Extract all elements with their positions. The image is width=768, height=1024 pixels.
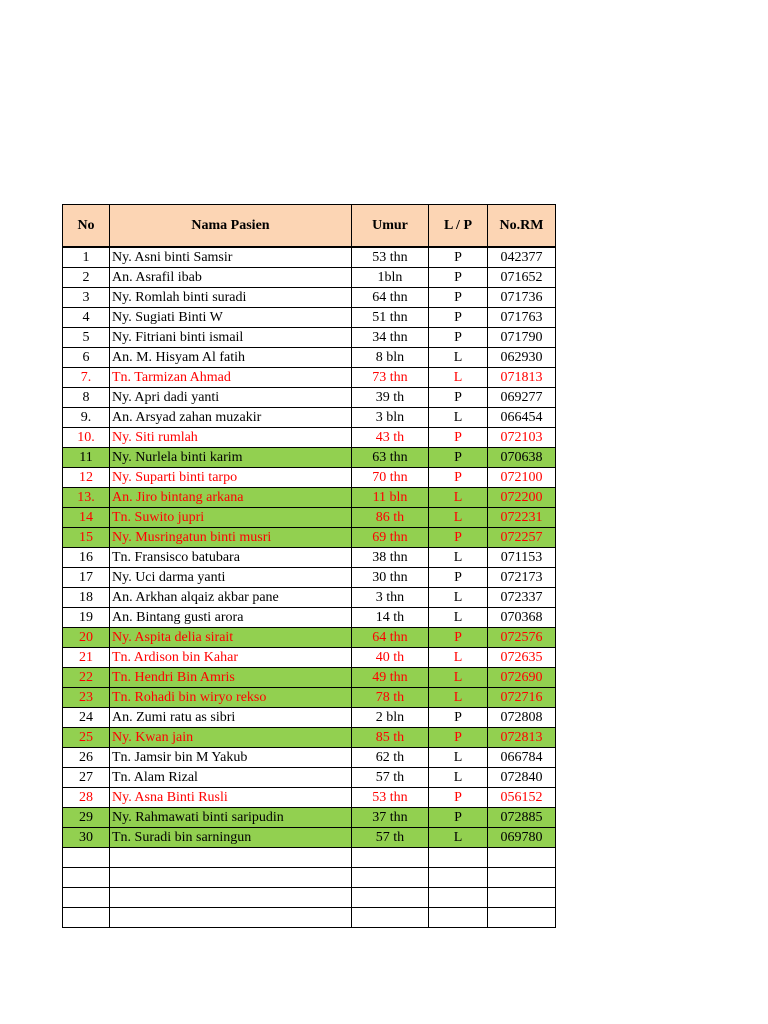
cell-no: 26 bbox=[63, 748, 110, 768]
cell-name: Tn. Jamsir bin M Yakub bbox=[110, 748, 352, 768]
table-row bbox=[63, 728, 556, 748]
cell-lp: P bbox=[429, 808, 488, 828]
cell-lp bbox=[429, 908, 488, 928]
cell-no: 9. bbox=[63, 408, 110, 428]
cell-lp: L bbox=[429, 408, 488, 428]
table-row bbox=[63, 548, 556, 568]
cell-umur: 53 thn bbox=[352, 247, 429, 268]
cell-lp: P bbox=[429, 308, 488, 328]
table-row bbox=[63, 588, 556, 608]
table-row bbox=[63, 848, 556, 868]
cell-no: 13. bbox=[63, 488, 110, 508]
cell-no: 1 bbox=[63, 247, 110, 268]
cell-no: 10. bbox=[63, 428, 110, 448]
cell-umur: 51 thn bbox=[352, 308, 429, 328]
table-row bbox=[63, 648, 556, 668]
table-row bbox=[63, 668, 556, 688]
cell-no: 6 bbox=[63, 348, 110, 368]
cell-rm: 069277 bbox=[488, 388, 556, 408]
cell-name: An. Zumi ratu as sibri bbox=[110, 708, 352, 728]
cell-rm: 071153 bbox=[488, 548, 556, 568]
cell-no: 25 bbox=[63, 728, 110, 748]
cell-rm: 072885 bbox=[488, 808, 556, 828]
cell-lp: L bbox=[429, 668, 488, 688]
cell-rm: 066454 bbox=[488, 408, 556, 428]
cell-umur: 63 thn bbox=[352, 448, 429, 468]
cell-lp: P bbox=[429, 568, 488, 588]
cell-umur: 3 bln bbox=[352, 408, 429, 428]
table-row bbox=[63, 808, 556, 828]
cell-name: Ny. Kwan jain bbox=[110, 728, 352, 748]
cell-name: Tn. Suwito jupri bbox=[110, 508, 352, 528]
cell-rm: 072173 bbox=[488, 568, 556, 588]
cell-umur: 37 thn bbox=[352, 808, 429, 828]
cell-umur: 57 th bbox=[352, 768, 429, 788]
table-row bbox=[63, 768, 556, 788]
cell-no: 11 bbox=[63, 448, 110, 468]
cell-name: Ny. Musringatun binti musri bbox=[110, 528, 352, 548]
header-name: Nama Pasien bbox=[110, 205, 352, 248]
cell-name: Ny. Asna Binti Rusli bbox=[110, 788, 352, 808]
table-body bbox=[63, 247, 556, 928]
cell-lp: L bbox=[429, 488, 488, 508]
table-row bbox=[63, 628, 556, 648]
cell-lp: P bbox=[429, 628, 488, 648]
table-row bbox=[63, 688, 556, 708]
cell-umur: 2 bln bbox=[352, 708, 429, 728]
cell-rm: 072576 bbox=[488, 628, 556, 648]
cell-lp bbox=[429, 848, 488, 868]
cell-lp: L bbox=[429, 608, 488, 628]
cell-lp: P bbox=[429, 288, 488, 308]
cell-umur bbox=[352, 848, 429, 868]
cell-rm bbox=[488, 848, 556, 868]
cell-lp: L bbox=[429, 348, 488, 368]
table-row bbox=[63, 448, 556, 468]
cell-lp: P bbox=[429, 728, 488, 748]
table-row bbox=[63, 388, 556, 408]
cell-no: 2 bbox=[63, 268, 110, 288]
table-row bbox=[63, 348, 556, 368]
cell-no: 4 bbox=[63, 308, 110, 328]
cell-umur: 86 th bbox=[352, 508, 429, 528]
table-row bbox=[63, 888, 556, 908]
cell-name: Ny. Apri dadi yanti bbox=[110, 388, 352, 408]
cell-rm: 062930 bbox=[488, 348, 556, 368]
cell-name: Tn. Hendri Bin Amris bbox=[110, 668, 352, 688]
cell-lp: P bbox=[429, 788, 488, 808]
cell-no bbox=[63, 888, 110, 908]
table-row bbox=[63, 408, 556, 428]
cell-lp bbox=[429, 868, 488, 888]
cell-umur: 1bln bbox=[352, 268, 429, 288]
cell-name: An. Asrafil ibab bbox=[110, 268, 352, 288]
cell-umur: 62 th bbox=[352, 748, 429, 768]
cell-umur: 14 th bbox=[352, 608, 429, 628]
cell-no: 24 bbox=[63, 708, 110, 728]
cell-umur: 78 th bbox=[352, 688, 429, 708]
cell-name bbox=[110, 848, 352, 868]
cell-umur: 8 bln bbox=[352, 348, 429, 368]
table-row bbox=[63, 468, 556, 488]
header-umur: Umur bbox=[352, 205, 429, 248]
cell-umur: 40 th bbox=[352, 648, 429, 668]
cell-umur: 69 thn bbox=[352, 528, 429, 548]
cell-name bbox=[110, 908, 352, 928]
cell-name: Ny. Fitriani binti ismail bbox=[110, 328, 352, 348]
cell-rm bbox=[488, 908, 556, 928]
table-row bbox=[63, 428, 556, 448]
cell-lp: L bbox=[429, 368, 488, 388]
header-lp: L / P bbox=[429, 205, 488, 248]
cell-umur bbox=[352, 868, 429, 888]
table-row bbox=[63, 568, 556, 588]
cell-rm: 072200 bbox=[488, 488, 556, 508]
cell-no: 12 bbox=[63, 468, 110, 488]
cell-umur: 39 th bbox=[352, 388, 429, 408]
cell-umur: 49 thn bbox=[352, 668, 429, 688]
cell-no bbox=[63, 908, 110, 928]
cell-rm bbox=[488, 868, 556, 888]
cell-umur: 34 thn bbox=[352, 328, 429, 348]
cell-lp: L bbox=[429, 548, 488, 568]
table-row bbox=[63, 508, 556, 528]
cell-name bbox=[110, 868, 352, 888]
cell-rm: 072100 bbox=[488, 468, 556, 488]
cell-no: 22 bbox=[63, 668, 110, 688]
cell-lp: L bbox=[429, 508, 488, 528]
cell-rm: 071652 bbox=[488, 268, 556, 288]
table-row bbox=[63, 368, 556, 388]
cell-lp: L bbox=[429, 588, 488, 608]
table-row bbox=[63, 788, 556, 808]
patient-table bbox=[62, 204, 556, 928]
table-row bbox=[63, 608, 556, 628]
cell-lp bbox=[429, 888, 488, 908]
cell-umur: 3 thn bbox=[352, 588, 429, 608]
cell-no: 15 bbox=[63, 528, 110, 548]
cell-name: Ny. Suparti binti tarpo bbox=[110, 468, 352, 488]
cell-umur: 85 th bbox=[352, 728, 429, 748]
table-row bbox=[63, 488, 556, 508]
cell-name: An. Arkhan alqaiz akbar pane bbox=[110, 588, 352, 608]
cell-lp: P bbox=[429, 448, 488, 468]
cell-name: Ny. Siti rumlah bbox=[110, 428, 352, 448]
cell-rm: 072231 bbox=[488, 508, 556, 528]
cell-rm: 071763 bbox=[488, 308, 556, 328]
cell-rm: 072840 bbox=[488, 768, 556, 788]
table-row bbox=[63, 528, 556, 548]
cell-no: 21 bbox=[63, 648, 110, 668]
cell-name: An. Arsyad zahan muzakir bbox=[110, 408, 352, 428]
cell-name: An. M. Hisyam Al fatih bbox=[110, 348, 352, 368]
cell-no: 23 bbox=[63, 688, 110, 708]
cell-rm: 072690 bbox=[488, 668, 556, 688]
cell-name: Ny. Asni binti Samsir bbox=[110, 247, 352, 268]
cell-name: Ny. Sugiati Binti W bbox=[110, 308, 352, 328]
cell-lp: P bbox=[429, 247, 488, 268]
cell-name: Tn. Rohadi bin wiryo rekso bbox=[110, 688, 352, 708]
cell-no: 5 bbox=[63, 328, 110, 348]
cell-no bbox=[63, 868, 110, 888]
header-row bbox=[63, 205, 556, 248]
cell-no: 30 bbox=[63, 828, 110, 848]
cell-rm: 071790 bbox=[488, 328, 556, 348]
cell-name: Tn. Alam Rizal bbox=[110, 768, 352, 788]
table-row bbox=[63, 268, 556, 288]
cell-lp: P bbox=[429, 268, 488, 288]
cell-rm bbox=[488, 888, 556, 908]
cell-umur: 38 thn bbox=[352, 548, 429, 568]
cell-rm: 042377 bbox=[488, 247, 556, 268]
cell-name: Ny. Nurlela binti karim bbox=[110, 448, 352, 468]
cell-rm: 072103 bbox=[488, 428, 556, 448]
cell-umur: 57 th bbox=[352, 828, 429, 848]
cell-no: 20 bbox=[63, 628, 110, 648]
cell-umur bbox=[352, 908, 429, 928]
cell-name: Tn. Suradi bin sarningun bbox=[110, 828, 352, 848]
cell-no: 8 bbox=[63, 388, 110, 408]
cell-rm: 072257 bbox=[488, 528, 556, 548]
cell-rm: 066784 bbox=[488, 748, 556, 768]
cell-no: 3 bbox=[63, 288, 110, 308]
cell-rm: 070368 bbox=[488, 608, 556, 628]
cell-name: Ny. Aspita delia sirait bbox=[110, 628, 352, 648]
cell-lp: L bbox=[429, 828, 488, 848]
cell-no: 16 bbox=[63, 548, 110, 568]
table-row bbox=[63, 288, 556, 308]
cell-no: 14 bbox=[63, 508, 110, 528]
cell-rm: 071736 bbox=[488, 288, 556, 308]
table-row bbox=[63, 748, 556, 768]
cell-rm: 072813 bbox=[488, 728, 556, 748]
cell-lp: P bbox=[429, 708, 488, 728]
cell-rm: 072337 bbox=[488, 588, 556, 608]
cell-lp: L bbox=[429, 768, 488, 788]
header-rm: No.RM bbox=[488, 205, 556, 248]
cell-umur: 11 bln bbox=[352, 488, 429, 508]
cell-rm: 056152 bbox=[488, 788, 556, 808]
cell-rm: 070638 bbox=[488, 448, 556, 468]
table-header bbox=[63, 205, 556, 248]
cell-name: An. Jiro bintang arkana bbox=[110, 488, 352, 508]
cell-lp: P bbox=[429, 388, 488, 408]
cell-name: Tn. Tarmizan Ahmad bbox=[110, 368, 352, 388]
cell-no: 19 bbox=[63, 608, 110, 628]
table-row bbox=[63, 828, 556, 848]
table-row bbox=[63, 868, 556, 888]
table-row bbox=[63, 708, 556, 728]
cell-lp: L bbox=[429, 688, 488, 708]
table-row bbox=[63, 247, 556, 268]
cell-no: 17 bbox=[63, 568, 110, 588]
cell-name: Ny. Romlah binti suradi bbox=[110, 288, 352, 308]
cell-umur bbox=[352, 888, 429, 908]
cell-no: 7. bbox=[63, 368, 110, 388]
cell-umur: 43 th bbox=[352, 428, 429, 448]
cell-no: 18 bbox=[63, 588, 110, 608]
table-row bbox=[63, 908, 556, 928]
cell-name: An. Bintang gusti arora bbox=[110, 608, 352, 628]
cell-no bbox=[63, 848, 110, 868]
cell-name: Tn. Fransisco batubara bbox=[110, 548, 352, 568]
cell-umur: 64 thn bbox=[352, 288, 429, 308]
cell-umur: 73 thn bbox=[352, 368, 429, 388]
cell-umur: 30 thn bbox=[352, 568, 429, 588]
cell-name: Tn. Ardison bin Kahar bbox=[110, 648, 352, 668]
cell-umur: 64 thn bbox=[352, 628, 429, 648]
cell-lp: L bbox=[429, 648, 488, 668]
cell-rm: 072716 bbox=[488, 688, 556, 708]
cell-no: 29 bbox=[63, 808, 110, 828]
header-no: No bbox=[63, 205, 110, 248]
cell-rm: 072808 bbox=[488, 708, 556, 728]
cell-no: 28 bbox=[63, 788, 110, 808]
cell-lp: P bbox=[429, 528, 488, 548]
cell-name: Ny. Uci darma yanti bbox=[110, 568, 352, 588]
cell-umur: 70 thn bbox=[352, 468, 429, 488]
table-row bbox=[63, 328, 556, 348]
cell-lp: L bbox=[429, 748, 488, 768]
cell-name: Ny. Rahmawati binti saripudin bbox=[110, 808, 352, 828]
cell-rm: 072635 bbox=[488, 648, 556, 668]
cell-lp: P bbox=[429, 468, 488, 488]
table-row bbox=[63, 308, 556, 328]
cell-no: 27 bbox=[63, 768, 110, 788]
cell-lp: P bbox=[429, 428, 488, 448]
cell-lp: P bbox=[429, 328, 488, 348]
cell-rm: 069780 bbox=[488, 828, 556, 848]
cell-rm: 071813 bbox=[488, 368, 556, 388]
cell-umur: 53 thn bbox=[352, 788, 429, 808]
cell-name bbox=[110, 888, 352, 908]
